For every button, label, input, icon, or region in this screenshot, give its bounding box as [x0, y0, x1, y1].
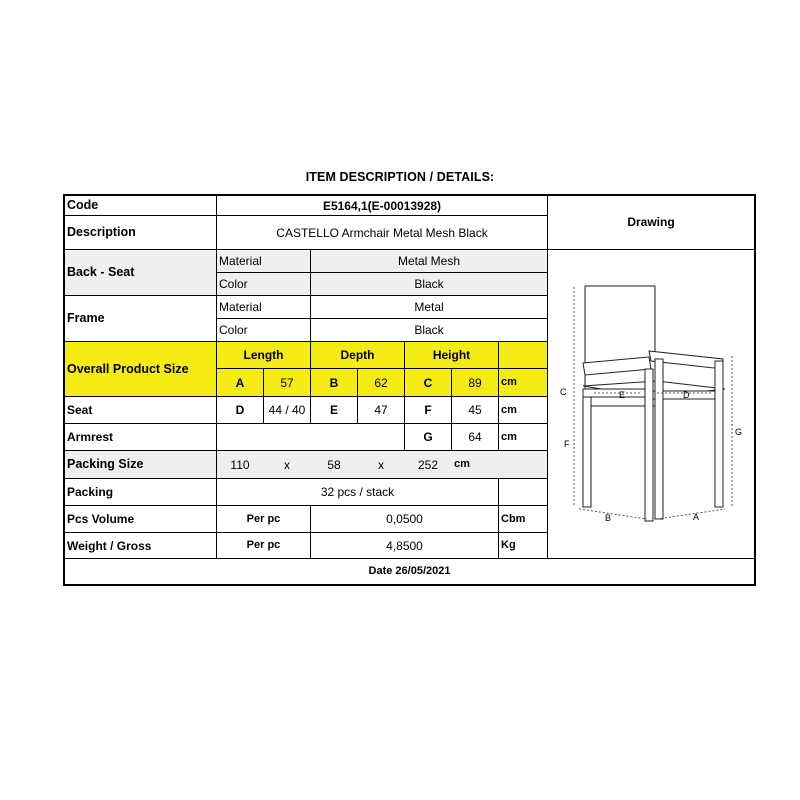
weight-value: 4,8500 [386, 538, 423, 553]
packing-times-1: x [284, 457, 290, 472]
weight-label: Weight / Gross [67, 538, 152, 553]
dim-e-letter: E [329, 403, 338, 417]
date-footer: Date 26/05/2021 [368, 565, 451, 577]
seat-unit: cm [501, 403, 517, 416]
frame-color-label: Color [219, 323, 248, 337]
packing-label: Packing [67, 485, 114, 499]
code-label: Code [67, 198, 99, 213]
drawing-letter-d: D [683, 390, 690, 400]
dim-c-value: 89 [468, 375, 482, 390]
depth-label: Depth [340, 348, 375, 362]
packing-value: 32 pcs / stack [320, 485, 395, 499]
back-seat-color-value: Black [414, 277, 444, 291]
back-seat-material-label: Material [219, 254, 262, 268]
frame-color-value: Black [414, 323, 444, 337]
packing-size-unit: cm [454, 458, 470, 470]
dim-g-letter: G [423, 430, 433, 444]
length-label: Length [243, 348, 284, 362]
dim-a-value: 57 [280, 375, 294, 390]
drawing-letter-b: B [605, 513, 612, 523]
code-value: E5164,1(E-00013928) [322, 198, 442, 213]
drawing-letter-g: G [735, 427, 743, 437]
pcs-volume-per: Per pc [246, 512, 281, 525]
packing-length: 110 [230, 457, 250, 472]
dim-f-letter: F [424, 403, 432, 417]
seat-label: Seat [67, 403, 93, 417]
description-label: Description [67, 225, 136, 240]
dim-b-value: 62 [374, 375, 388, 390]
dim-f-value: 45 [468, 403, 482, 417]
item-details-sheet [63, 194, 756, 586]
packing-times-2: x [378, 457, 384, 472]
chair-drawing [547, 251, 754, 531]
dim-e-value: 47 [374, 403, 388, 417]
armrest-unit: cm [501, 430, 517, 443]
drawing-letter-f: F [564, 439, 570, 449]
back-seat-label: Back - Seat [67, 265, 135, 280]
weight-per: Per pc [246, 539, 281, 551]
frame-material-label: Material [219, 300, 262, 314]
drawing-letter-c: C [560, 387, 567, 397]
pcs-volume-label: Pcs Volume [67, 512, 135, 526]
dim-d-value: 44 / 40 [268, 403, 306, 417]
drawing-label: Drawing [627, 215, 675, 229]
dim-c-letter: C [423, 375, 433, 390]
pcs-volume-value: 0,0500 [386, 512, 423, 526]
dim-a-letter: A [235, 375, 245, 390]
dim-b-letter: B [329, 375, 339, 390]
overall-unit: cm [501, 376, 517, 388]
weight-unit: Kg [501, 539, 516, 551]
overall-size-label: Overall Product Size [67, 361, 189, 376]
dim-g-value: 64 [468, 430, 482, 444]
description-value: CASTELLO Armchair Metal Mesh Black [276, 225, 488, 240]
packing-height: 252 [417, 457, 439, 472]
armrest-label: Armrest [67, 430, 114, 444]
frame-label: Frame [67, 311, 105, 326]
packing-width: 58 [327, 457, 341, 472]
dim-d-letter: D [235, 403, 245, 417]
back-seat-material-value: Metal Mesh [397, 254, 461, 268]
packing-size-label: Packing Size [67, 457, 144, 472]
drawing-letter-e: E [619, 390, 626, 400]
back-seat-color-label: Color [219, 277, 248, 291]
height-label: Height [432, 348, 471, 362]
pcs-volume-unit: Cbm [501, 512, 526, 525]
page-title: ITEM DESCRIPTION / DETAILS: [305, 170, 495, 184]
frame-material-value: Metal [414, 300, 444, 314]
drawing-letter-a: A [693, 512, 700, 522]
